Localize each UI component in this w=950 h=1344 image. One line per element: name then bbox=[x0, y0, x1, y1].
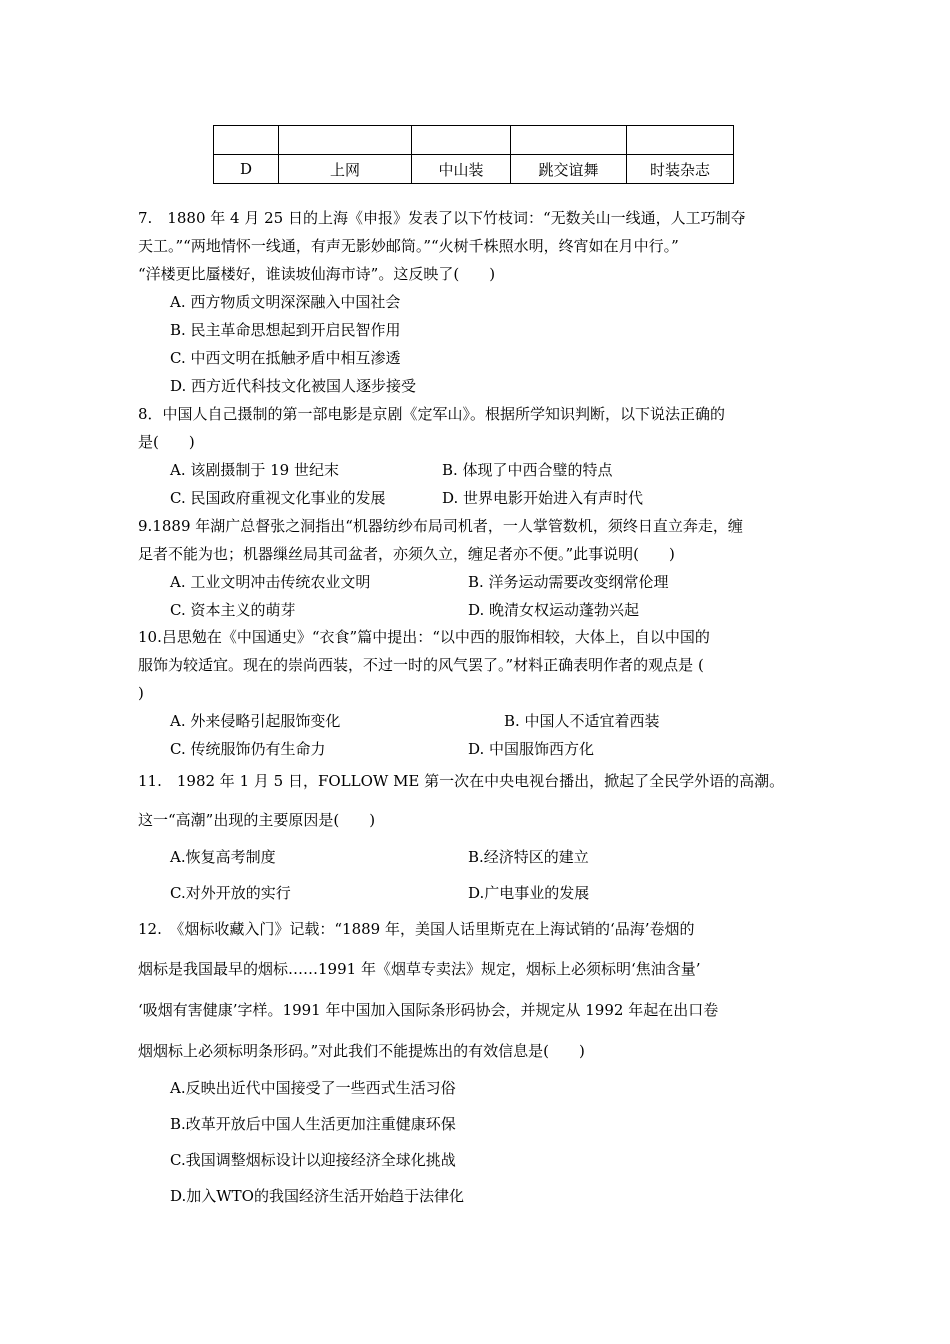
question-text-line: 烟烟标上必须标明条形码。”对此我们不能提炼出的有效信息是( ) bbox=[138, 1042, 585, 1060]
option-c: C.对外开放的实行 bbox=[170, 884, 291, 902]
option-d: D. 中国服饰西方化 bbox=[468, 740, 595, 758]
table-row bbox=[214, 155, 734, 184]
question-text-line: 8．中国人自己摄制的第一部电影是京剧《定军山》。根据所学知识判断，以下说法正确的 bbox=[138, 405, 726, 423]
table-cell bbox=[279, 126, 412, 155]
question-text-line: ) bbox=[138, 684, 144, 702]
option-b: B. 民主革命思想起到开启民智作用 bbox=[170, 321, 401, 339]
question-text-line: ‘吸烟有害健康’字样。1991 年中国加入国际条形码协会，并规定从 1992 年起在出口卷 bbox=[138, 1001, 719, 1019]
question-text-line: 足者不能为也；机器缫丝局其司盆者，亦须久立，缠足者亦不便。”此事说明( ) bbox=[138, 545, 675, 563]
table-cell: 时装杂志 bbox=[627, 155, 734, 184]
option-b: B. 体现了中西合璧的特点 bbox=[442, 461, 613, 479]
option-b: B.改革开放后中国人生活更加注重健康环保 bbox=[170, 1115, 456, 1133]
table-cell: 中山装 bbox=[412, 155, 511, 184]
question-text-line: 12. 《烟标收藏入门》记载：“1889 年，美国人话里斯克在上海试销的‘品海’卷烟的 bbox=[138, 920, 695, 938]
question-text-line: 服饰为较适宜。现在的崇尚西装，不过一时的风气罢了。”材料正确表明作者的观点是 ( bbox=[138, 656, 704, 674]
question-text-line: 烟标是我国最早的烟标……1991 年《烟草专卖法》规定，烟标上必须标明‘焦油含量’ bbox=[138, 960, 701, 978]
table-cell: 跳交谊舞 bbox=[511, 155, 627, 184]
option-c: C. 传统服饰仍有生命力 bbox=[170, 740, 326, 758]
option-c: C. 中西文明在抵触矛盾中相互渗透 bbox=[170, 349, 401, 367]
table-cell: 上网 bbox=[279, 155, 412, 184]
option-d: D. 晚清女权运动蓬勃兴起 bbox=[468, 601, 640, 619]
option-b: B.经济特区的建立 bbox=[468, 848, 589, 866]
option-b: B. 中国人不适宜着西装 bbox=[504, 712, 660, 730]
option-d: D. 西方近代科技文化被国人逐步接受 bbox=[170, 377, 417, 395]
question-text-line: 这一“高潮”出现的主要原因是( ) bbox=[138, 811, 376, 829]
table-cell bbox=[511, 126, 627, 155]
option-c: C. 民国政府重视文化事业的发展 bbox=[170, 489, 386, 507]
table-cell: D bbox=[214, 155, 279, 184]
option-a: A. 西方物质文明深深融入中国社会 bbox=[170, 293, 401, 311]
option-a: A. 外来侵略引起服饰变化 bbox=[170, 712, 341, 730]
question-text-line: “洋楼更比蜃楼好，谁读坡仙海市诗”。这反映了( ) bbox=[138, 265, 496, 283]
option-a: A.恢复高考制度 bbox=[170, 848, 276, 866]
option-c: C. 资本主义的萌芽 bbox=[170, 601, 296, 619]
question-text-line: 11. 1982 年 1 月 5 日，FOLLOW ME 第一次在中央电视台播出，掀起了全民学外语的高潮。 bbox=[138, 772, 785, 790]
option-d: D. 世界电影开始进入有声时代 bbox=[442, 489, 644, 507]
answer-options-table bbox=[213, 125, 734, 184]
option-a: A.反映出近代中国接受了一些西式生活习俗 bbox=[170, 1079, 456, 1097]
question-text-line: 9.1889 年湖广总督张之洞指出“机器纺纱布局司机者，一人掌管数机，须终日直立奔走，缠 bbox=[138, 517, 743, 535]
option-d: D.广电事业的发展 bbox=[468, 884, 590, 902]
question-text-line: 10.吕思勉在《中国通史》“衣食”篇中提出：“以中西的服饰相较，大体上，自以中国的 bbox=[138, 628, 710, 646]
question-text-line: 是( ) bbox=[138, 433, 195, 451]
option-d: D.加入WTO的我国经济生活开始趋于法律化 bbox=[170, 1187, 464, 1205]
table-row bbox=[214, 126, 734, 155]
table-cell bbox=[627, 126, 734, 155]
option-c: C.我国调整烟标设计以迎接经济全球化挑战 bbox=[170, 1151, 456, 1169]
option-b: B. 洋务运动需要改变纲常伦理 bbox=[468, 573, 669, 591]
question-text-line: 7. 1880 年 4 月 25 日的上海《申报》发表了以下竹枝词：“无数关山一线通，人工巧制夺 bbox=[138, 209, 746, 227]
table-cell bbox=[412, 126, 511, 155]
option-a: A. 工业文明冲击传统农业文明 bbox=[170, 573, 371, 591]
question-text-line: 天工。”“两地情怀一线通，有声无影妙邮筒。”“火树千株照水明，终宵如在月中行。” bbox=[138, 237, 679, 255]
table-cell bbox=[214, 126, 279, 155]
option-a: A. 该剧摄制于 19 世纪末 bbox=[170, 461, 339, 479]
